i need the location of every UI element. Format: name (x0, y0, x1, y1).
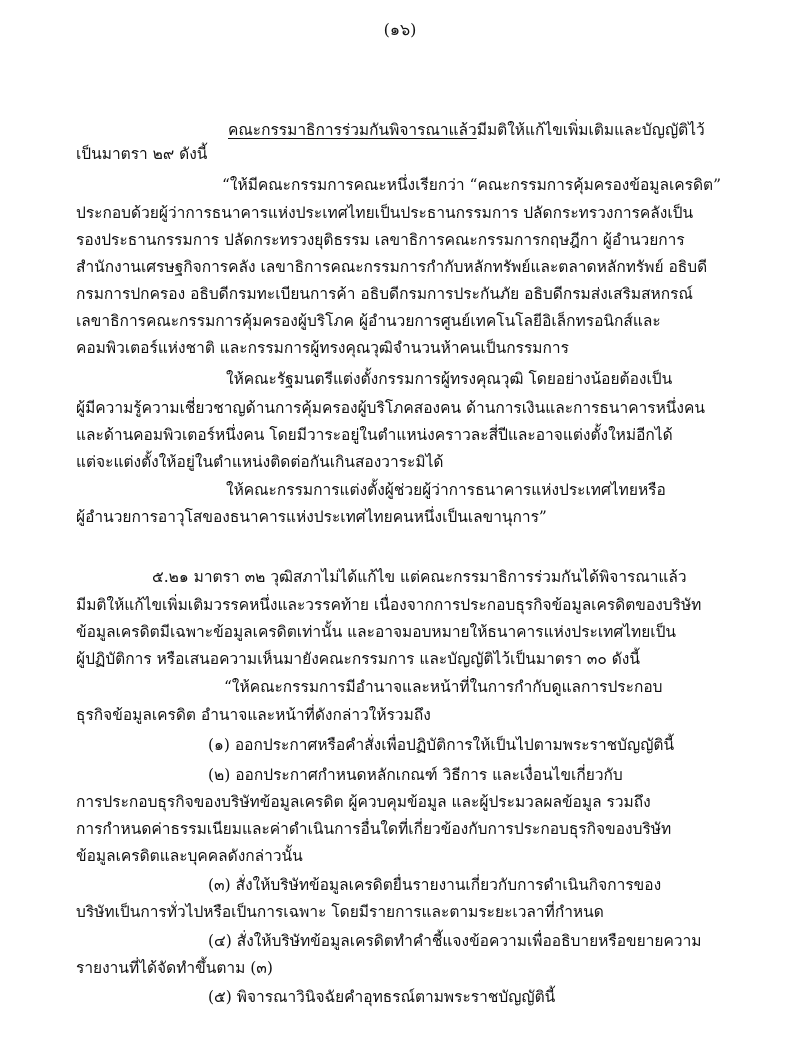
quote-2-line: ข้อมูลเครดิตและบุคคลดังกล่าวนั้น (76, 847, 303, 865)
quote-2-line: การประกอบธุรกิจของบริษัทข้อมูลเครดิต ผู้ควบคุมข้อมูล และผู้ประมวลผลข้อมูล รวมถึง (76, 793, 651, 811)
quote-2-item: (๓) สั่งให้บริษัทข้อมูลเครดิตยื่นรายงานเกี่ยวกับการดำเนินกิจการของ (208, 876, 662, 894)
quote-2-line: ธุรกิจข้อมูลเครดิต อำนาจและหน้าที่ดังกล่าวให้รวมถึง (76, 706, 431, 724)
quote-1-line: แต่จะแต่งตั้งให้อยู่ในตำแหน่งติดต่อกันเกินสองวาระมิได้ (76, 453, 444, 471)
section-2-line: มีมติให้แก้ไขเพิ่มเติมวรรคหนึ่งและวรรคท้าย เนื่องจากการประกอบธุรกิจข้อมูลเครดิตของบริษัท (76, 596, 702, 614)
quote-2-line: “ให้คณะกรรมการมีอำนาจและหน้าที่ในการกำกับดูแลการประกอบ (224, 678, 663, 696)
quote-2-line: รายงานที่ได้จัดทำขึ้นตาม (๓) (76, 959, 273, 977)
section-1-line: เป็นมาตรา ๒๙ ดังนี้ (76, 145, 208, 163)
quote-1-line: ประกอบด้วยผู้ว่าการธนาคารแห่งประเทศไทยเป็นประธานกรรมการ ปลัดกระทรวงการคลังเป็น (76, 204, 694, 222)
quote-2-line: การกำหนดค่าธรรมเนียมและค่าดำเนินการอื่นใดที่เกี่ยวข้องกับการประกอบธุรกิจของบริษัท (76, 820, 672, 838)
section-2-line: ข้อมูลเครดิตมีเฉพาะข้อมูลเครดิตเท่านั้น และอาจมอบหมายให้ธนาคารแห่งประเทศไทยเป็น (76, 623, 677, 641)
quote-1-line: กรมการปกครอง อธิบดีกรมทะเบียนการค้า อธิบดีกรมการประกันภัย อธิบดีกรมส่งเสริมสหกรณ์ (76, 285, 693, 303)
underlined-phrase: คณะกรรมาธิการร่วมกันพิจารณาแล้ว (228, 121, 477, 139)
quote-1-line: และด้านคอมพิวเตอร์หนึ่งคน โดยมีวาระอยู่ในตำแหน่งคราวละสี่ปีและอาจแต่งตั้งใหม่อีกได้ (76, 426, 673, 444)
quote-1-line: ให้คณะกรรมการแต่งตั้งผู้ช่วยผู้ว่าการธนาคารแห่งประเทศไทยหรือ (226, 481, 666, 499)
quote-1-line: ให้คณะรัฐมนตรีแต่งตั้งกรรมการผู้ทรงคุณวุฒิ โดยอย่างน้อยต้องเป็น (226, 370, 673, 388)
section-2-line: ผู้ปฏิบัติการ หรือเสนอความเห็นมายังคณะกรรมการ และบัญญัติไว้เป็นมาตรา ๓๐ ดังนี้ (76, 650, 640, 668)
page-number: (๑๖) (383, 20, 417, 39)
quote-2-line: บริษัทเป็นการทั่วไปหรือเป็นการเฉพาะ โดยมีรายการและตามระยะเวลาที่กำหนด (76, 903, 604, 921)
quote-1-line: ผู้อำนวยการอาวุโสของธนาคารแห่งประเทศไทยคนหนึ่งเป็นเลขานุการ” (76, 508, 547, 526)
section-2-line: ๕.๒๑ มาตรา ๓๒ วุฒิสภาไม่ได้แก้ไข แต่คณะกรรมาธิการร่วมกันได้พิจารณาแล้ว (152, 568, 687, 586)
quote-1-line: ผู้มีความรู้ความเชี่ยวชาญด้านการคุ้มครองผู้บริโภคสองคน ด้านการเงินและการธนาคารหนึ่งคน (76, 399, 705, 417)
quote-1-line: สำนักงานเศรษฐกิจการคลัง เลขาธิการคณะกรรมการกำกับหลักทรัพย์และตลาดหลักทรัพย์ อธิบดี (76, 258, 708, 276)
section-1-opening (228, 120, 705, 140)
quote-1-line: เลขาธิการคณะกรรมการคุ้มครองผู้บริโภค ผู้อำนวยการศูนย์เทคโนโลยีอิเล็กทรอนิกส์และ (76, 312, 661, 330)
quote-1-line: รองประธานกรรมการ ปลัดกระทรวงยุติธรรม เลขาธิการคณะกรรมการกฤษฎีกา ผู้อำนวยการ (76, 231, 685, 249)
quote-2-item: (๕) พิจารณาวินิจฉัยคำอุทธรณ์ตามพระราชบัญญัตินี้ (208, 988, 556, 1006)
quote-2-item: (๔) สั่งให้บริษัทข้อมูลเครดิตทำคำชี้แจงข้อความเพื่ออธิบายหรือขยายความ (208, 932, 702, 950)
quote-2-item: (๑) ออกประกาศหรือคำสั่งเพื่อปฏิบัติการให้เป็นไปตามพระราชบัญญัตินี้ (208, 736, 675, 754)
opening-rest: มีมติให้แก้ไขเพิ่มเติมและบัญญัติไว้ (476, 121, 705, 139)
quote-1-line: คอมพิวเตอร์แห่งชาติ และกรรมการผู้ทรงคุณวุฒิจำนวนห้าคนเป็นกรรมการ (76, 339, 569, 357)
quote-1-line: “ให้มีคณะกรรมการคณะหนึ่งเรียกว่า “คณะกรรมการคุ้มครองข้อมูลเครดิต” (222, 176, 722, 194)
quote-2-item: (๒) ออกประกาศกำหนดหลักเกณฑ์ วิธีการ และเงื่อนไขเกี่ยวกับ (208, 766, 623, 784)
